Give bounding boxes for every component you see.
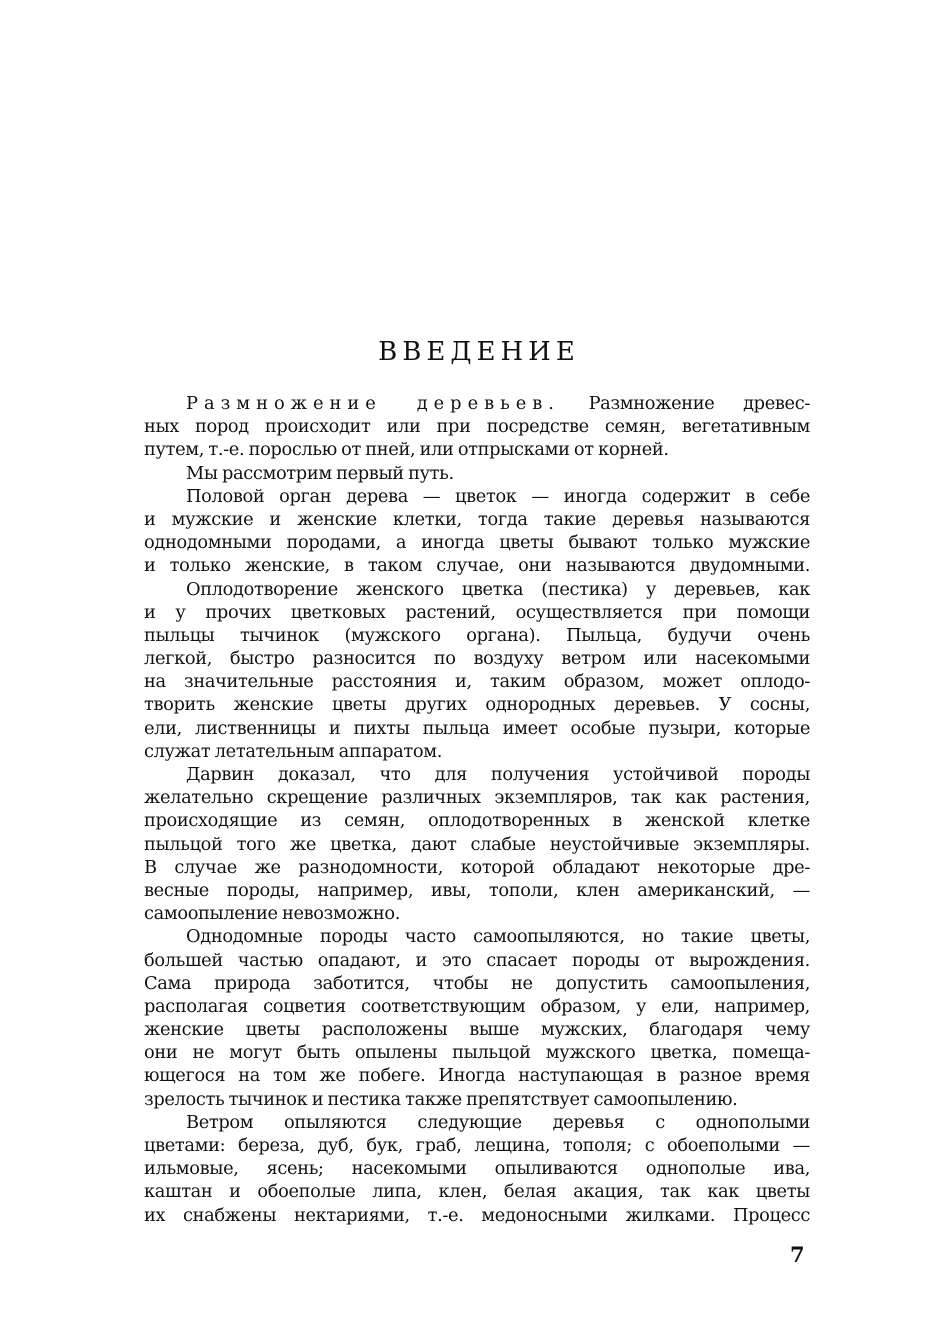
text-line: Оплодотворение женского цветка (пестика) у деревьев, как — [186, 578, 810, 600]
text-line: происходящие из семян, оплодотворенных в женской клетке — [144, 810, 810, 832]
text-line: Ветром опыляются следующие деревья с однополыми — [186, 1111, 810, 1133]
text-line: зрелость тычинок и пестика также препятствует самоопылению. — [144, 1088, 738, 1110]
text-line: ели, лиственницы и пихты пыльца имеет особые пузыри, которые — [144, 717, 810, 739]
text-line: желательно скрещение различных экземпляров, так как растения, — [144, 787, 810, 809]
page-number: 7 — [790, 1242, 805, 1267]
text-line: и мужские и женские клетки, тогда такие деревья называются — [144, 508, 810, 530]
text-line: располагая соцветия соответствующим образом, у ели, например, — [144, 995, 810, 1017]
text-line: Половой орган дерева — цветок — иногда содержит в себе — [186, 485, 810, 507]
text-line: самоопыление невозможно. — [144, 903, 400, 925]
text-line: ильмовые, ясень; насекомыми опыливаются однополые ива, — [144, 1158, 810, 1180]
text-line: служат летательным аппаратом. — [144, 740, 443, 762]
text-fragment: Размножение древес- — [559, 393, 810, 414]
text-line: ющегося на том же побеге. Иногда наступающая в разное время — [144, 1065, 810, 1087]
text-line: они не могут быть опылены пыльцой мужского цветка, помеща- — [144, 1042, 810, 1064]
text-line: ных пород происходит или при посредстве семян, вегетативным — [144, 416, 810, 438]
text-line: творить женские цветы других однородных деревьев. У сосны, — [144, 694, 810, 716]
text-line: путем, т.-е. порослью от пней, или отпрысками от корней. — [144, 439, 669, 461]
text-line: и у прочих цветковых растений, осуществляется при помощи — [144, 601, 810, 623]
text-line: Дарвин доказал, что для получения устойчивой породы — [186, 764, 810, 785]
text-line: легкой, быстро разносится по воздуху ветром или насекомыми — [144, 648, 810, 670]
text-line: цветами: береза, дуб, бук, граб, лещина, тополя; с обоеполыми — — [144, 1135, 810, 1156]
text-line: пыльцой того же цветка, дают слабые неустойчивые экземпляры. — [144, 833, 810, 855]
chapter-heading: ВВЕДЕНИЕ — [378, 337, 580, 367]
text-line: Однодомные породы часто самоопыляются, но такие цветы, — [186, 926, 810, 948]
text-line: однодомными породами, а иногда цветы бывают только мужские — [144, 532, 810, 554]
body-text — [144, 392, 810, 1227]
text-line: весные породы, например, ивы, тополи, клен американский, — — [144, 879, 810, 901]
text-line: на значительные расстояния и, таким образом, может оплодо- — [144, 671, 810, 693]
text-line: каштан и обоеполые липа, клен, белая акация, так как цветы — [144, 1181, 810, 1203]
text-line: пыльцы тычинок (мужского органа). Пыльца, будучи очень — [144, 624, 810, 646]
text-line: Мы рассмотрим первый путь. — [186, 462, 454, 484]
text-line: женские цветы расположены выше мужских, благодаря чему — [144, 1019, 810, 1041]
text-line: Сама природа заботится, чтобы не допустить самоопыления, — [144, 972, 810, 994]
text-line — [144, 392, 810, 415]
text-line: В случае же разнодомности, которой обладают некоторые дре- — [144, 856, 810, 878]
text-line: их снабжены нектариями, т.-е. медоносными жилками. Процесс — [144, 1204, 810, 1226]
section-lead-in: Размножение деревьев. — [186, 393, 560, 414]
text-line: большей частью опадают, и это спасает породы от вырождения. — [144, 949, 810, 971]
text-line: и только женские, в таком случае, они называются двудомными. — [144, 555, 810, 577]
